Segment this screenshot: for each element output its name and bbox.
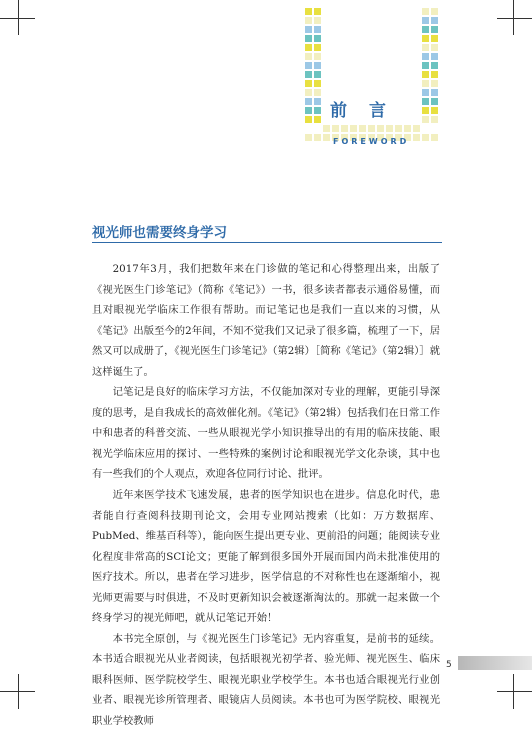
mosaic-tile — [422, 80, 429, 87]
mosaic-tile — [422, 26, 429, 33]
mosaic-tile — [431, 89, 438, 96]
mosaic-tile — [431, 35, 438, 42]
mosaic-tile — [431, 80, 438, 87]
paragraph: 2017年3月，我们把数年来在门诊做的笔记和心得整理出来，出版了《视光医生门诊笔记》（简称《笔记》）一书，很多读者都表示通俗易懂，而且对眼视光学临床工作很有帮助。而记笔记也是我们一直以来的习惯，从《笔记》出版至今的2年间，不知不觉我们又记录了很多篇，梳理了一下，居然又可以成册了，《视光医生门诊笔记》（第2辑）［简称《笔记》（第2辑）］就这样诞生了。 — [92, 263, 440, 378]
mosaic-tile — [323, 134, 330, 141]
mosaic-tile — [305, 44, 312, 51]
mosaic-tile — [323, 125, 330, 132]
section-divider — [92, 242, 442, 243]
page-number: 5 — [446, 660, 452, 670]
mosaic-tile — [305, 53, 312, 60]
crop-mark — [18, 0, 19, 35]
mosaic-tile — [305, 62, 312, 69]
crop-mark — [497, 691, 532, 692]
mosaic-tile — [314, 35, 321, 42]
mosaic-tile — [305, 35, 312, 42]
mosaic-tile — [305, 107, 312, 114]
mosaic-tile — [431, 98, 438, 105]
mosaic-tile — [422, 35, 429, 42]
mosaic-tile — [422, 53, 429, 60]
mosaic-tile — [413, 125, 420, 132]
section-heading: 视光师也需要终身学习 — [92, 225, 227, 241]
mosaic-tile — [305, 26, 312, 33]
crop-mark — [497, 18, 532, 19]
mosaic-tile — [395, 125, 402, 132]
page-title: 前言 — [330, 101, 408, 121]
mosaic-tile — [314, 8, 321, 15]
mosaic-tile — [314, 107, 321, 114]
mosaic-tile — [314, 89, 321, 96]
mosaic-tile — [305, 89, 312, 96]
mosaic-tile — [314, 53, 321, 60]
mosaic-tile — [305, 80, 312, 87]
mosaic-tile — [305, 17, 312, 24]
mosaic-tile — [305, 134, 312, 141]
mosaic-tile — [431, 71, 438, 78]
page-subtitle: FOREWORD — [333, 137, 410, 146]
crop-mark — [18, 674, 19, 709]
mosaic-tile — [431, 26, 438, 33]
mosaic-tile — [422, 8, 429, 15]
mosaic-tile — [431, 62, 438, 69]
mosaic-tile — [332, 125, 339, 132]
mosaic-tile — [422, 62, 429, 69]
mosaic-tile — [368, 125, 375, 132]
mosaic-tile — [305, 71, 312, 78]
mosaic-tile — [350, 125, 357, 132]
crop-mark — [513, 0, 514, 35]
mosaic-tile — [314, 134, 321, 141]
mosaic-tile — [314, 62, 321, 69]
mosaic-tile — [431, 53, 438, 60]
mosaic-tile — [422, 17, 429, 24]
crop-mark — [513, 674, 514, 709]
body-text — [92, 259, 440, 732]
mosaic-tile — [314, 71, 321, 78]
mosaic-tile — [431, 44, 438, 51]
paragraph: 近年来医学技术飞速发展，患者的医学知识也在进步。信息化时代，患者能自行查阅科技期刊论文，会用专业网站搜索（比如：万方数据库、PubMed、维基百科等），能向医生提出更专业、更前沿的问题；能阅读专业化程度非常高的SCI论文；更能了解到很多国外开展而国内尚未批准使用的医疗技术。所以，患者在学习进步，医学信息的不对称性也在逐渐缩小，视光师更需要与时俱进，不及时更新知识会被逐渐淘汰的。那就一起来做一个终身学习的视光师吧，就从记笔记开始！ — [92, 489, 440, 625]
mosaic-tile — [422, 44, 429, 51]
mosaic-tile — [341, 125, 348, 132]
mosaic-tile — [377, 125, 384, 132]
mosaic-tile — [314, 80, 321, 87]
mosaic-tile — [431, 107, 438, 114]
paragraph: 记笔记是良好的临床学习方法，不仅能加深对专业的理解，更能引导深度的思考，是自我成长的高效催化剂。《笔记》（第2辑）包括我们在日常工作中和患者的科普交流、一些从眼视光学小知识推导出的有用的临床技能、眼视光学临床应用的探讨、一些特殊的案例讨论和眼视光学文化杂谈，其中也有一些我们的个人观点，欢迎各位同行讨论、批评。 — [92, 386, 440, 481]
mosaic-tile — [386, 125, 393, 132]
mosaic-tile — [422, 89, 429, 96]
mosaic-tile — [422, 71, 429, 78]
mosaic-tile — [314, 17, 321, 24]
mosaic-tile — [305, 8, 312, 15]
mosaic-tile — [314, 26, 321, 33]
mosaic-tile — [314, 98, 321, 105]
mosaic-tile — [314, 116, 321, 123]
mosaic-tile — [431, 17, 438, 24]
paragraph: 本书完全原创，与《视光医生门诊笔记》无内容重复，是前书的延续。本书适合眼视光从业者阅读，包括眼视光初学者、验光师、视光医生、临床眼科医师、医学院校学生、眼视光职业学校学生。本书也适合眼视光行业创业者、眼视光诊所管理者、眼镜店人员阅读。本书也可为医学院校、眼视光职业学校教师 — [92, 632, 440, 728]
mosaic-tile — [431, 8, 438, 15]
mosaic-tile — [359, 125, 366, 132]
mosaic-tile — [305, 116, 312, 123]
mosaic-tile — [314, 44, 321, 51]
mosaic-tile — [404, 125, 411, 132]
page-number-bar — [458, 656, 532, 670]
mosaic-tile — [431, 116, 438, 123]
mosaic-tile — [305, 98, 312, 105]
